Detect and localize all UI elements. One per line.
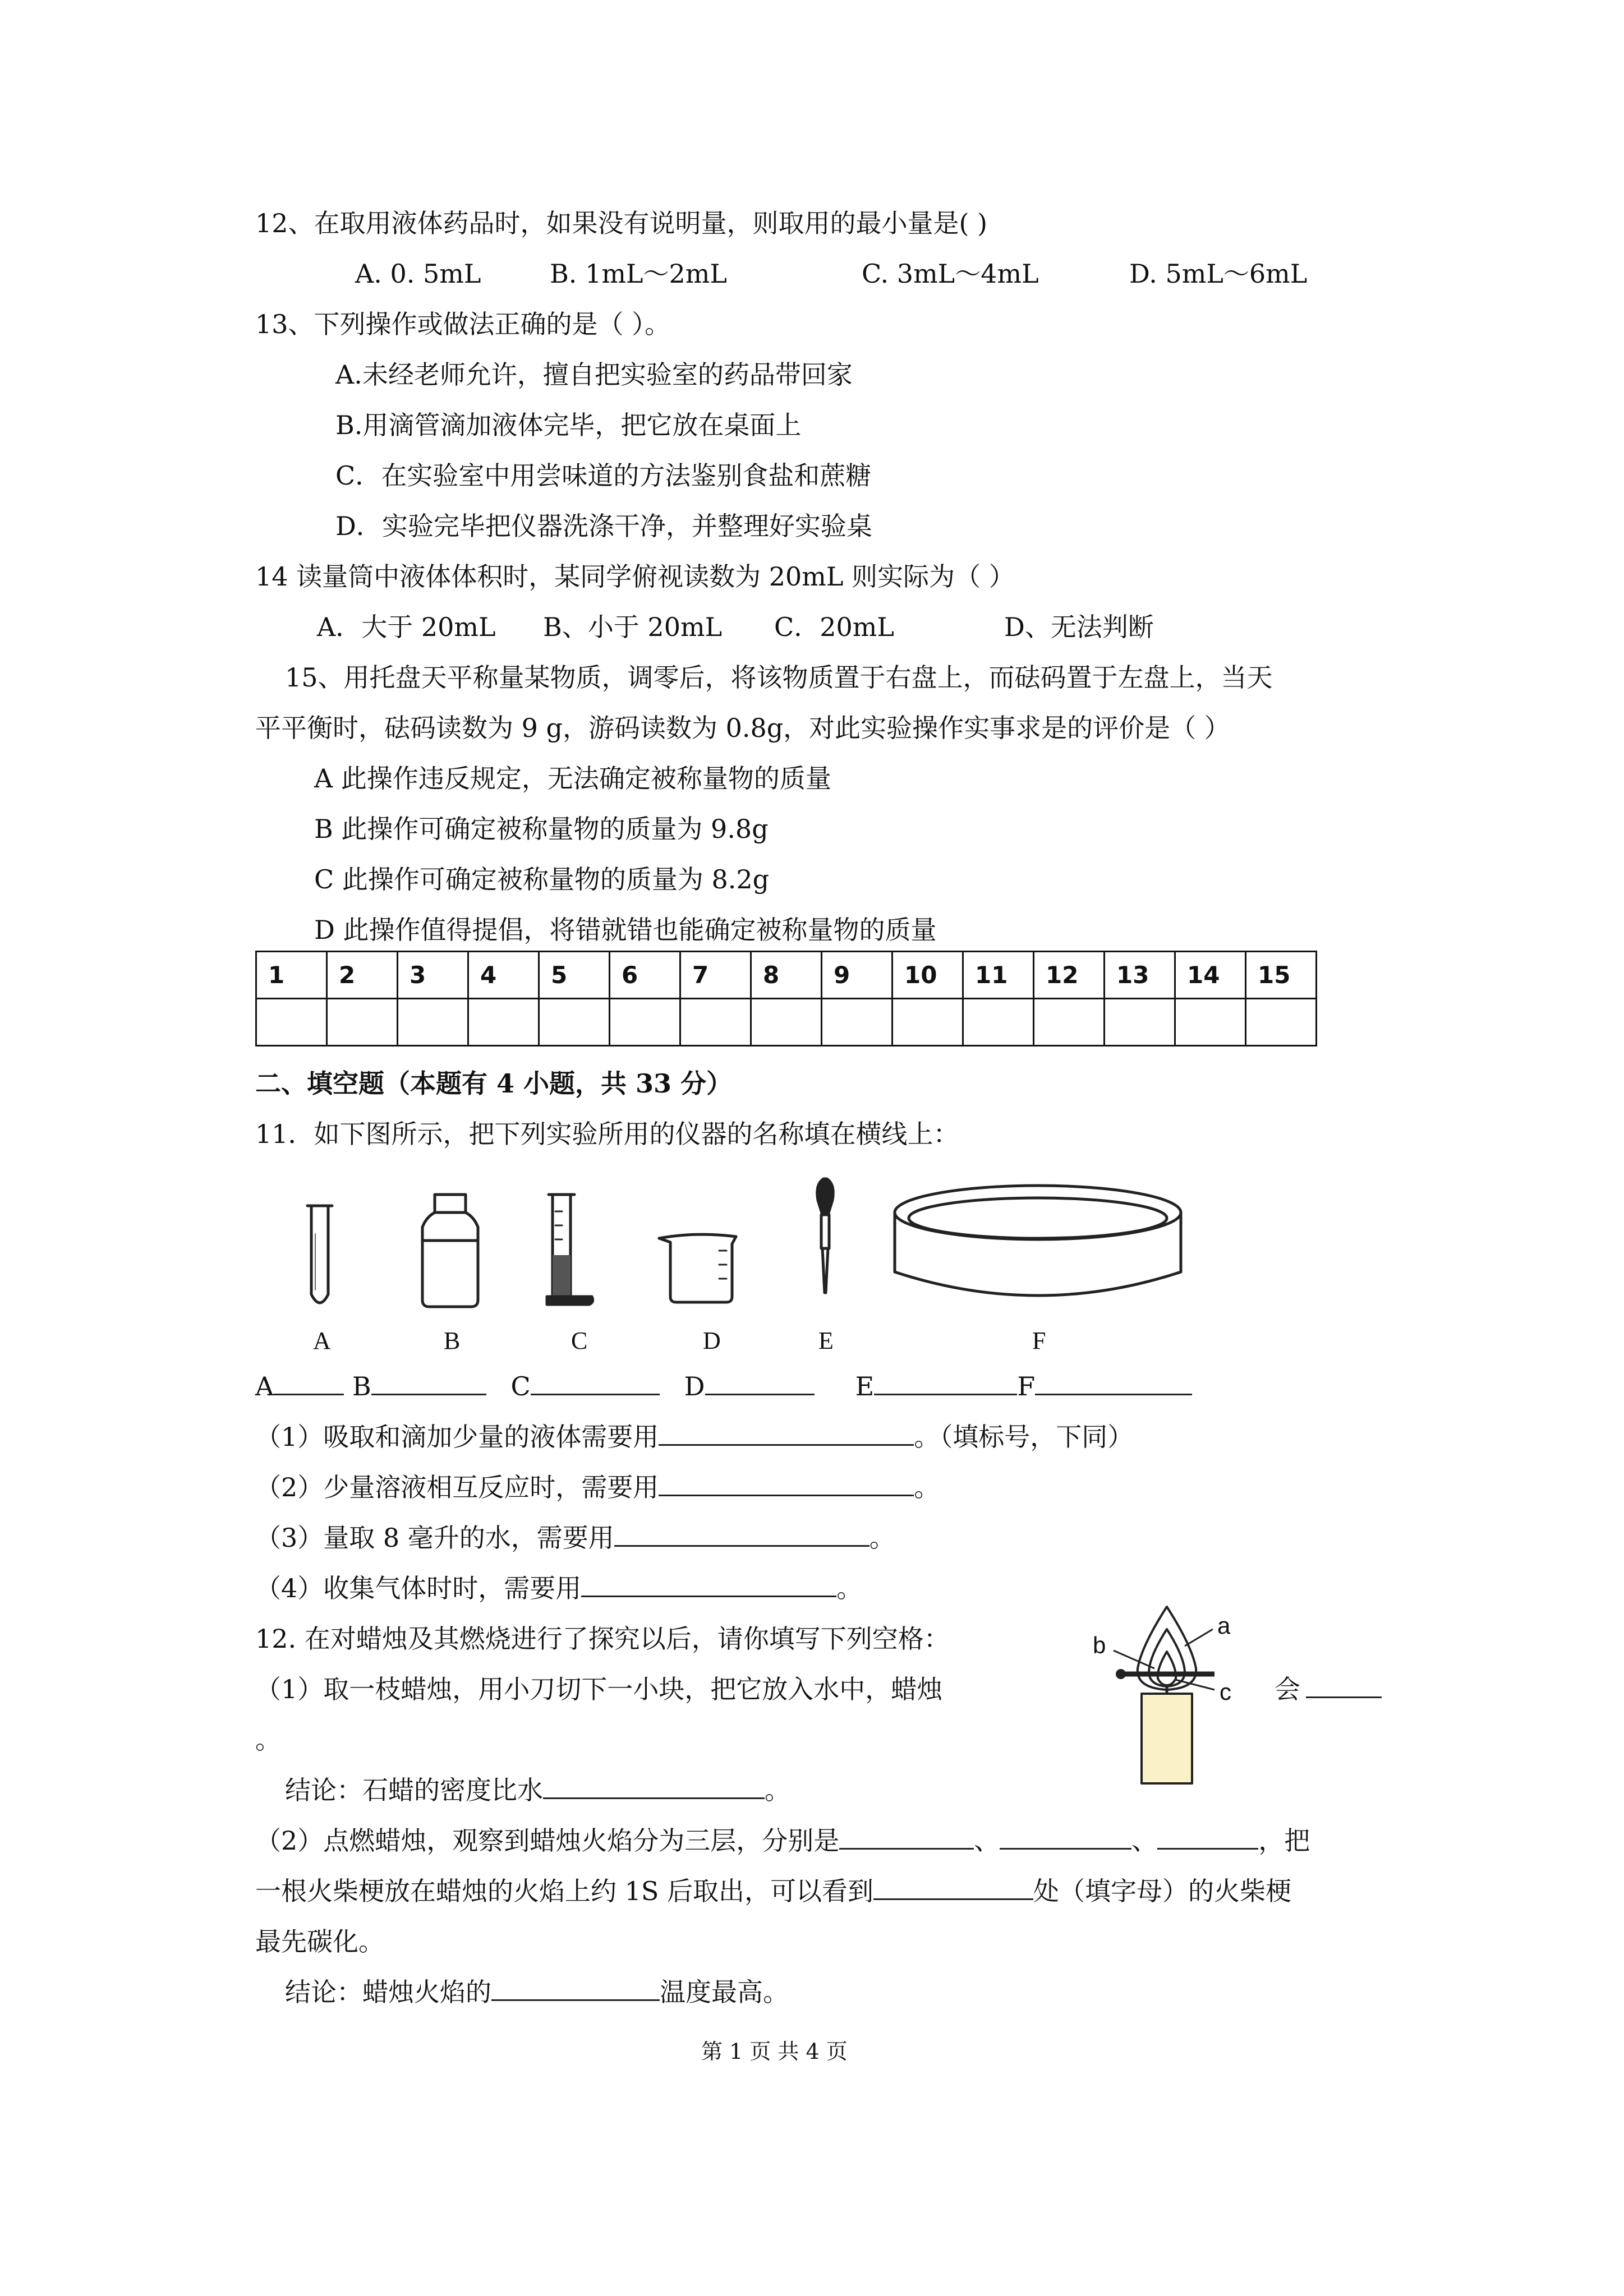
q12-option-a: A. 0. 5mL — [355, 259, 481, 289]
answer-table-header: 5 — [539, 952, 610, 999]
q14-option-c: C．20mL — [774, 612, 894, 642]
blank-d[interactable] — [705, 1370, 815, 1395]
blank-hottest[interactable] — [491, 1976, 660, 2001]
fq12-part2b: 一根火柴梗放在蜡烛的火焰上约 1S 后取出，可以看到 处（填字母）的火柴梗 — [255, 1876, 1292, 1906]
test-tube-icon — [307, 1206, 332, 1303]
answer-table-header: 6 — [610, 952, 680, 999]
fq12-part2c: 最先碳化。 — [255, 1926, 384, 1957]
q13-stem: 13、下列操作或做法正确的是（ ）。 — [255, 309, 671, 339]
fig-label-d: D — [703, 1327, 721, 1354]
blank-sub2[interactable] — [659, 1471, 914, 1496]
fq12-conclusion1: 结论：石蜡的密度比水 。 — [285, 1775, 790, 1805]
q13-option-b: B.用滴管滴加液体完毕，把它放在桌面上 — [335, 410, 802, 440]
fig-label-c: C — [571, 1327, 588, 1354]
dropper-icon — [817, 1179, 834, 1293]
fq12-stem: 12. 在对蜡烛及其燃烧进行了探究以后，请你填写下列空格： — [255, 1624, 950, 1654]
answer-table-header: 10 — [892, 952, 963, 999]
q12-option-c: C. 3mL～4mL — [862, 259, 1039, 289]
flame-label-a: a — [1217, 1612, 1231, 1639]
answer-table-header: 8 — [751, 952, 822, 999]
q15-option-b: B 此操作可确定被称量物的质量为 9.8g — [314, 814, 769, 844]
graduated-cylinder-icon — [547, 1195, 593, 1304]
flame-label-c: c — [1220, 1679, 1231, 1705]
fq11-name-blanks: A B C D E F — [255, 1370, 1192, 1403]
blank-layer-1[interactable] — [839, 1824, 974, 1850]
fq12-part1-end: 。 — [255, 1725, 281, 1755]
flame-label-b: b — [1093, 1632, 1106, 1658]
q14-stem: 14 读量筒中液体体积时，某同学俯视读数为 20mL 则实际为（ ） — [255, 561, 1015, 592]
flame-outer-icon — [1138, 1607, 1196, 1690]
fq12-conclusion2: 结论：蜡烛火焰的 温度最高。 — [285, 1977, 789, 2007]
blank-b[interactable] — [371, 1370, 486, 1395]
answer-table-header: 11 — [963, 952, 1034, 999]
answer-table-header: 2 — [327, 952, 398, 999]
blank-sub4[interactable] — [581, 1572, 836, 1597]
fq12-part2a: （2）点燃蜡烛，观察到蜡烛火焰分为三层，分别是 、 、 ，把 — [255, 1825, 1310, 1856]
q15-line2: 平平衡时，砝码读数为 9 g，游码读数为 0.8g，对此实验操作实事求是的评价是（ ） — [255, 713, 1230, 743]
q13-option-a: A.未经老师允许，擅自把实验室的药品带回家 — [335, 359, 853, 390]
answer-table-header: 13 — [1105, 952, 1175, 999]
reagent-bottle-icon — [422, 1195, 478, 1307]
q12-option-b: B. 1mL～2mL — [550, 259, 727, 289]
blank-density[interactable] — [543, 1774, 765, 1799]
fig-label-e: E — [818, 1327, 834, 1354]
blank-e[interactable] — [874, 1370, 1017, 1395]
fq12-part1-tail: 会 — [1275, 1672, 1382, 1706]
answer-table-header: 12 — [1034, 952, 1105, 999]
q12-stem: 12、在取用液体药品时，如果没有说明量，则取用的最小量是( ) — [255, 208, 988, 238]
q15-option-a: A 此操作违反规定，无法确定被称量物的质量 — [314, 763, 831, 794]
fig-label-b: B — [444, 1327, 461, 1354]
q13-option-c: C．在实验室中用尝味道的方法鉴别食盐和蔗糖 — [335, 460, 872, 491]
answer-table-header: 9 — [822, 952, 892, 999]
fig-label-a: A — [313, 1327, 331, 1354]
fig-label-f: F — [1032, 1327, 1046, 1354]
answer-table-header: 1 — [256, 952, 327, 999]
blank-float[interactable] — [1306, 1673, 1382, 1698]
blank-f[interactable] — [1035, 1370, 1192, 1395]
q12-option-d: D. 5mL～6mL — [1129, 259, 1308, 289]
q15-option-c: C 此操作可确定被称量物的质量为 8.2g — [314, 864, 770, 895]
page-footer: 第 1 页 共 4 页 — [701, 2039, 848, 2064]
blank-char-position[interactable] — [873, 1875, 1033, 1900]
q15-option-d: D 此操作值得提倡，将错就错也能确定被称量物的质量 — [314, 915, 937, 945]
blank-a[interactable] — [274, 1370, 344, 1395]
answer-table-header: 3 — [398, 952, 468, 999]
fq11-sub3: （3）量取 8 毫升的水，需要用 。 — [255, 1523, 895, 1553]
answer-table-header: 4 — [468, 952, 539, 999]
blank-layer-3[interactable] — [1157, 1824, 1258, 1850]
candle-icon — [1142, 1694, 1192, 1783]
q14-option-b: B、小于 20mL — [543, 612, 723, 642]
q13-option-d: D．实验完毕把仪器洗涤干净，并整理好实验桌 — [335, 511, 872, 541]
blank-sub1[interactable] — [659, 1421, 914, 1446]
q14-option-a: A．大于 20mL — [317, 612, 496, 642]
section-title: 二、填空题（本题有 4 小题，共 33 分） — [255, 1068, 733, 1099]
beaker-icon — [659, 1234, 736, 1302]
answer-table-header: 7 — [680, 952, 751, 999]
fq11-sub2: （2）少量溶液相互反应时，需要用 。 — [255, 1472, 940, 1502]
blank-c[interactable] — [531, 1370, 660, 1395]
fq11-stem: 11．如下图所示，把下列实验所用的仪器的名称填在横线上： — [255, 1119, 959, 1149]
blank-layer-2[interactable] — [1000, 1824, 1131, 1850]
fq12-part1: （1）取一枝蜡烛，用小刀切下一小块，把它放入水中，蜡烛 — [255, 1674, 943, 1704]
q14-option-d: D、无法判断 — [1004, 612, 1154, 642]
blank-sub3[interactable] — [614, 1522, 869, 1547]
answer-table-header: 14 — [1175, 952, 1246, 999]
fq11-sub4: （4）收集气体时时，需要用 。 — [255, 1573, 863, 1603]
q15-line1: 15、用托盘天平称量某物质，调零后，将该物质置于右盘上，而砝码置于左盘上，当天 — [285, 662, 1273, 693]
basin-icon — [895, 1186, 1181, 1295]
fq11-sub1: （1）吸取和滴加少量的液体需要用 。（填标号，下同） — [255, 1422, 1134, 1452]
answer-table-header: 15 — [1246, 952, 1317, 999]
